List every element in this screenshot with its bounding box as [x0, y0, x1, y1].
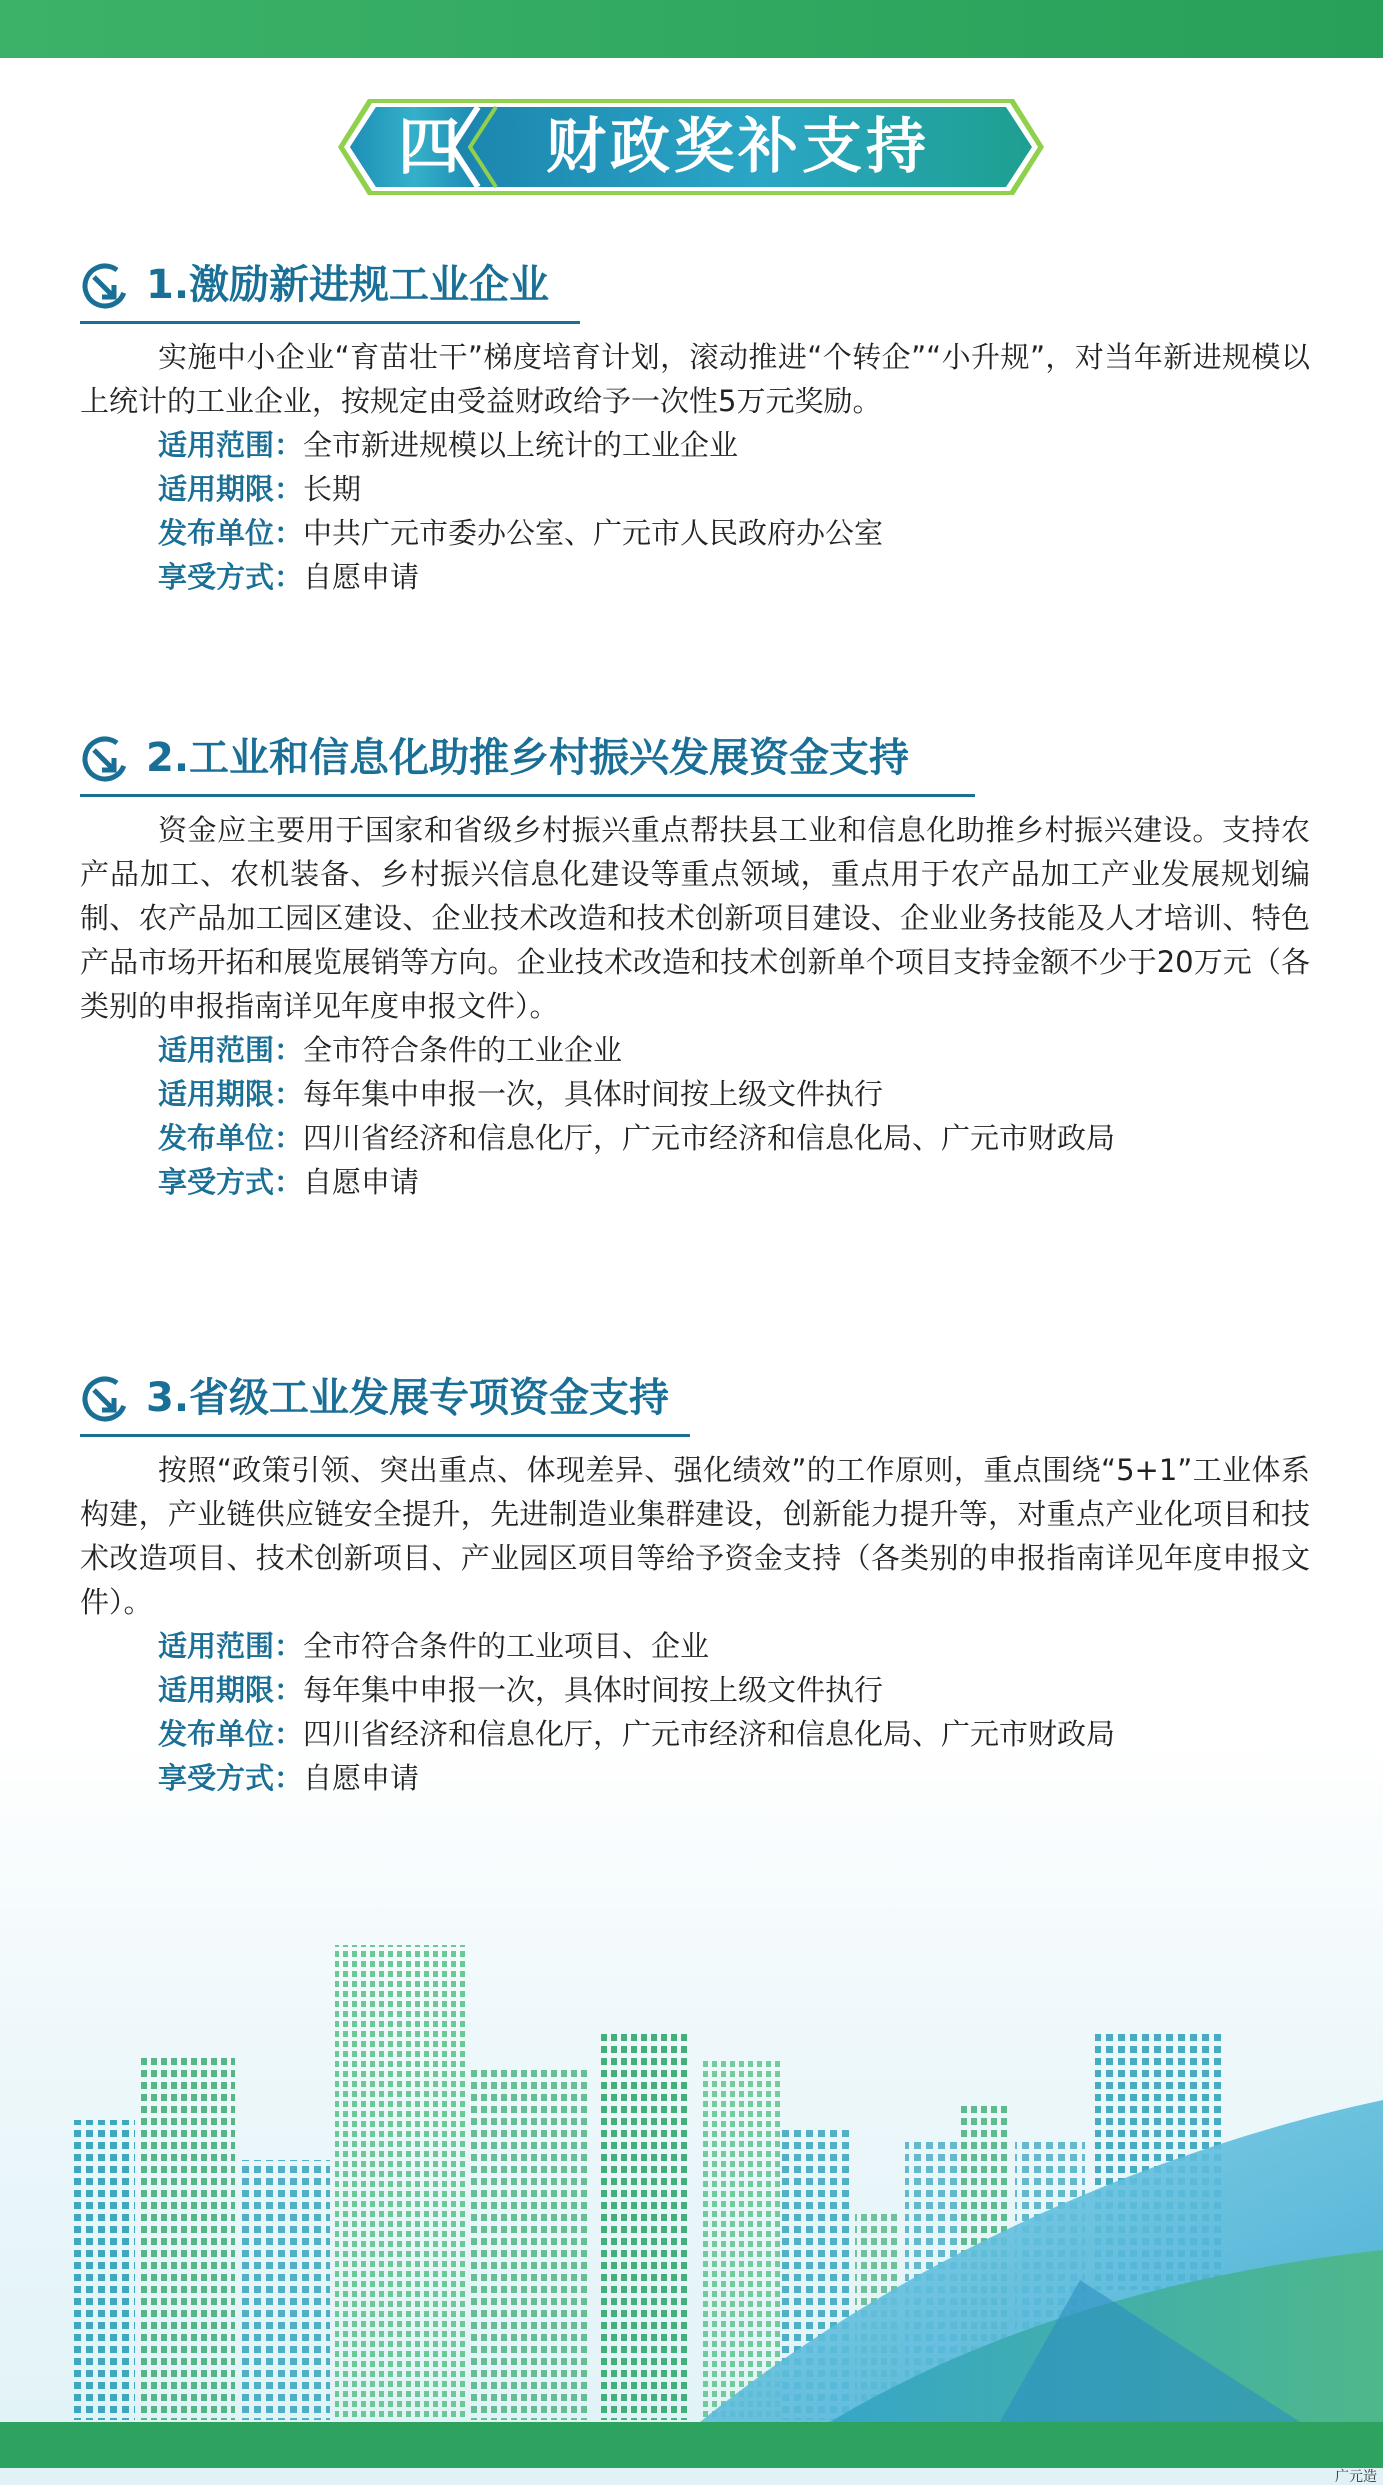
section-2-header [80, 728, 1310, 788]
section-3-header [80, 1368, 1310, 1428]
issuer-label: 发布单位： [158, 1121, 304, 1155]
section-3-method [80, 1756, 1310, 1800]
method-label: 享受方式： [158, 1761, 304, 1795]
section-3 [80, 1368, 1310, 1868]
scope-label: 适用范围： [158, 428, 304, 462]
bottom-green-bar [0, 2422, 1383, 2468]
section-1-underline [80, 321, 580, 324]
section-1-scope [80, 423, 1310, 467]
period-value: 长期 [303, 472, 362, 506]
city-skyline-illustration [0, 1900, 1383, 2422]
section-2-title: 2.工业和信息化助推乡村振兴发展资金支持 [146, 735, 910, 781]
section-1-period [80, 467, 1310, 511]
arrow-circle-icon [80, 1374, 130, 1424]
method-value: 自愿申请 [303, 560, 420, 594]
scope-value: 全市符合条件的工业企业 [303, 1033, 623, 1067]
section-3-title: 3.省级工业发展专项资金支持 [146, 1375, 670, 1421]
period-label: 适用期限： [158, 1077, 304, 1111]
period-value: 每年集中申报一次，具体时间按上级文件执行 [303, 1673, 884, 1707]
scope-label: 适用范围： [158, 1033, 304, 1067]
section-3-period [80, 1668, 1310, 1712]
method-label: 享受方式： [158, 1165, 304, 1199]
section-2-period [80, 1072, 1310, 1116]
section-1-paragraph: 实施中小企业“育苗壮干”梯度培育计划，滚动推进“个转企”“小升规”，对当年新进规模以上统计的工业企业，按规定由受益财政给予一次性5万元奖励。 [80, 340, 1310, 418]
method-label: 享受方式： [158, 560, 304, 594]
arrow-circle-icon [80, 734, 130, 784]
section-1-body [80, 335, 1310, 599]
section-1-header [80, 255, 1310, 315]
section-3-scope [80, 1624, 1310, 1668]
section-2-paragraph: 资金应主要用于国家和省级乡村振兴重点帮扶县工业和信息化助推乡村振兴建设。支持农产品加工、农机装备、乡村振兴信息化建设等重点领域，重点用于农产品加工产业发展规划编制、农产品加工园区建设、企业技术改造和技术创新项目建设、企业业务技能及人才培训、特色产品市场开拓和展览展销等方向。企业技术改造和技术创新单个项目支持金额不少于20万元（各类别的申报指南详见年度申报文件）。 [80, 813, 1310, 1023]
section-2-scope [80, 1028, 1310, 1072]
issuer-label: 发布单位： [158, 1717, 304, 1751]
section-3-issuer [80, 1712, 1310, 1756]
issuer-value: 中共广元市委办公室、广元市人民政府办公室 [303, 516, 884, 550]
issuer-value: 四川省经济和信息化厅，广元市经济和信息化局、广元市财政局 [303, 1717, 1116, 1751]
period-value: 每年集中申报一次，具体时间按上级文件执行 [303, 1077, 884, 1111]
method-value: 自愿申请 [303, 1165, 420, 1199]
watermark-text: 广元造 [1335, 2468, 1377, 2484]
section-1 [80, 255, 1310, 655]
section-1-title: 1.激励新进规工业企业 [146, 262, 550, 308]
issuer-label: 发布单位： [158, 516, 304, 550]
section-1-issuer [80, 511, 1310, 555]
scope-label: 适用范围： [158, 1629, 304, 1663]
banner-number: 四 [397, 110, 460, 183]
scope-value: 全市新进规模以上统计的工业企业 [303, 428, 739, 462]
method-value: 自愿申请 [303, 1761, 420, 1795]
section-3-underline [80, 1434, 690, 1437]
section-2-issuer [80, 1116, 1310, 1160]
section-2-method [80, 1160, 1310, 1204]
section-2 [80, 728, 1310, 1288]
top-green-bar [0, 0, 1383, 58]
section-2-underline [80, 794, 975, 797]
period-label: 适用期限： [158, 472, 304, 506]
section-3-paragraph: 按照“政策引领、突出重点、体现差异、强化绩效”的工作原则，重点围绕“5+1”工业体系构建，产业链供应链安全提升，先进制造业集群建设，创新能力提升等，对重点产业化项目和技术改造项目、技术创新项目、产业园区项目等给予资金支持（各类别的申报指南详见年度申报文件）。 [80, 1453, 1310, 1619]
issuer-value: 四川省经济和信息化厅，广元市经济和信息化局、广元市财政局 [303, 1121, 1116, 1155]
section-3-body [80, 1448, 1310, 1800]
section-banner [338, 95, 1044, 200]
section-1-method [80, 555, 1310, 599]
arrow-circle-icon [80, 261, 130, 311]
scope-value: 全市符合条件的工业项目、企业 [303, 1629, 710, 1663]
banner-title: 财政奖补支持 [546, 112, 930, 182]
period-label: 适用期限： [158, 1673, 304, 1707]
section-2-body [80, 808, 1310, 1204]
